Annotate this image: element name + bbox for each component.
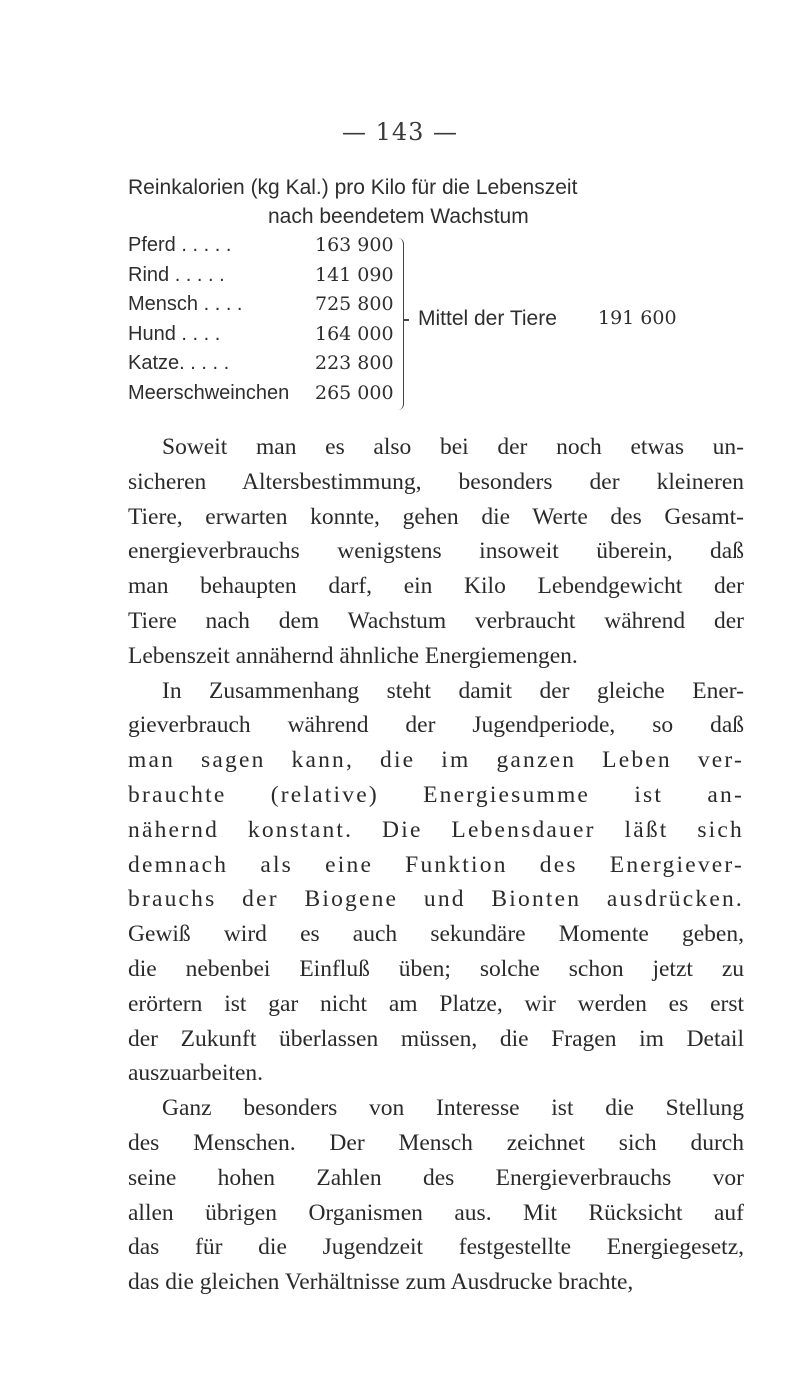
text-line: nähernd konstant. Die Lebensdauer läßt sich <box>128 816 744 843</box>
animal-name: Rind . . . . . <box>128 263 225 286</box>
text-line: die nebenbei Einfluß üben; solche schon jetzt zu <box>128 955 744 982</box>
calorie-value: 163 900 <box>315 234 394 256</box>
body-text <box>128 430 744 1300</box>
table-row <box>128 234 688 264</box>
text-line: auszuarbeiten. <box>128 1060 264 1087</box>
text-line: seine hohen Zahlen des Energieverbrauchs vor <box>128 1164 744 1191</box>
text-line: demnach als eine Funktion des Energiever- <box>128 851 744 878</box>
mean-value: 191 600 <box>598 307 677 329</box>
text-line: des Menschen. Der Mensch zeichnet sich durch <box>128 1129 744 1156</box>
text-line: das die gleichen Verhältnisse zum Ausdrucke brachte, <box>128 1269 634 1296</box>
text-line: allen übrigen Organismen aus. Mit Rücksicht auf <box>128 1199 744 1226</box>
animal-name: Mensch . . . . <box>128 293 243 315</box>
text-line: Tiere nach dem Wachstum verbraucht während der <box>128 607 744 634</box>
animal-name: Meerschweinchen <box>128 381 290 404</box>
text-line: Lebenszeit annähernd ähnliche Energiemengen. <box>128 642 578 669</box>
text-line: der Zukunft überlassen müssen, die Fragen im Detail <box>128 1025 744 1052</box>
calorie-value: 223 800 <box>315 352 394 374</box>
calorie-value: 725 800 <box>315 293 394 315</box>
table-row <box>128 382 688 412</box>
text-line: Ganz besonders von Interesse ist die Stellung <box>162 1095 744 1122</box>
text-line: brauchs der Biogene und Bionten ausdrücken. <box>128 886 744 913</box>
text-line: gieverbrauch während der Jugendperiode, so daß <box>128 712 744 739</box>
table-caption-line-1: Reinkalorien (kg Kal.) pro Kilo für die Lebenszeit <box>128 176 578 199</box>
text-line: Gewiß wird es auch sekundäre Momente geben, <box>128 921 744 948</box>
animal-name: Pferd . . . . . <box>128 234 232 256</box>
grouping-brace <box>393 238 404 410</box>
calorie-value: 164 000 <box>315 322 394 345</box>
calorie-table <box>128 234 688 411</box>
text-line: In Zusammenhang steht damit der gleiche Ener- <box>162 677 744 704</box>
animal-name: Hund . . . . <box>128 322 221 345</box>
calorie-value: 141 090 <box>315 263 394 286</box>
text-line: man sagen kann, die im ganzen Leben ver- <box>128 747 744 774</box>
table-row <box>128 264 688 294</box>
text-line: brauchte (relative) Energiesumme ist an- <box>128 781 744 808</box>
table-row <box>128 352 688 382</box>
mean-label: Mittel der Tiere <box>418 307 557 330</box>
grouping-brace-tip <box>403 319 409 321</box>
animal-name: Katze. . . . . <box>128 352 230 374</box>
table-caption-line-2: nach beendetem Wachstum <box>268 205 529 228</box>
calorie-value: 265 000 <box>315 381 394 404</box>
text-line: man behaupten darf, ein Kilo Lebendgewicht der <box>128 573 744 600</box>
page-number: — 143 — <box>341 118 459 146</box>
text-line: sicheren Altersbestimmung, besonders der kleineren <box>128 468 744 495</box>
text-line: Soweit man es also bei der noch etwas un- <box>162 434 744 460</box>
text-line: energieverbrauchs wenigstens insoweit überein, daß <box>128 538 744 565</box>
text-line: erörtern ist gar nicht am Platze, wir werden es erst <box>128 990 744 1017</box>
text-line: das für die Jugendzeit festgestellte Energiegesetz, <box>128 1234 744 1261</box>
text-line: Tiere, erwarten konnte, gehen die Werte des Gesamt- <box>128 503 744 530</box>
